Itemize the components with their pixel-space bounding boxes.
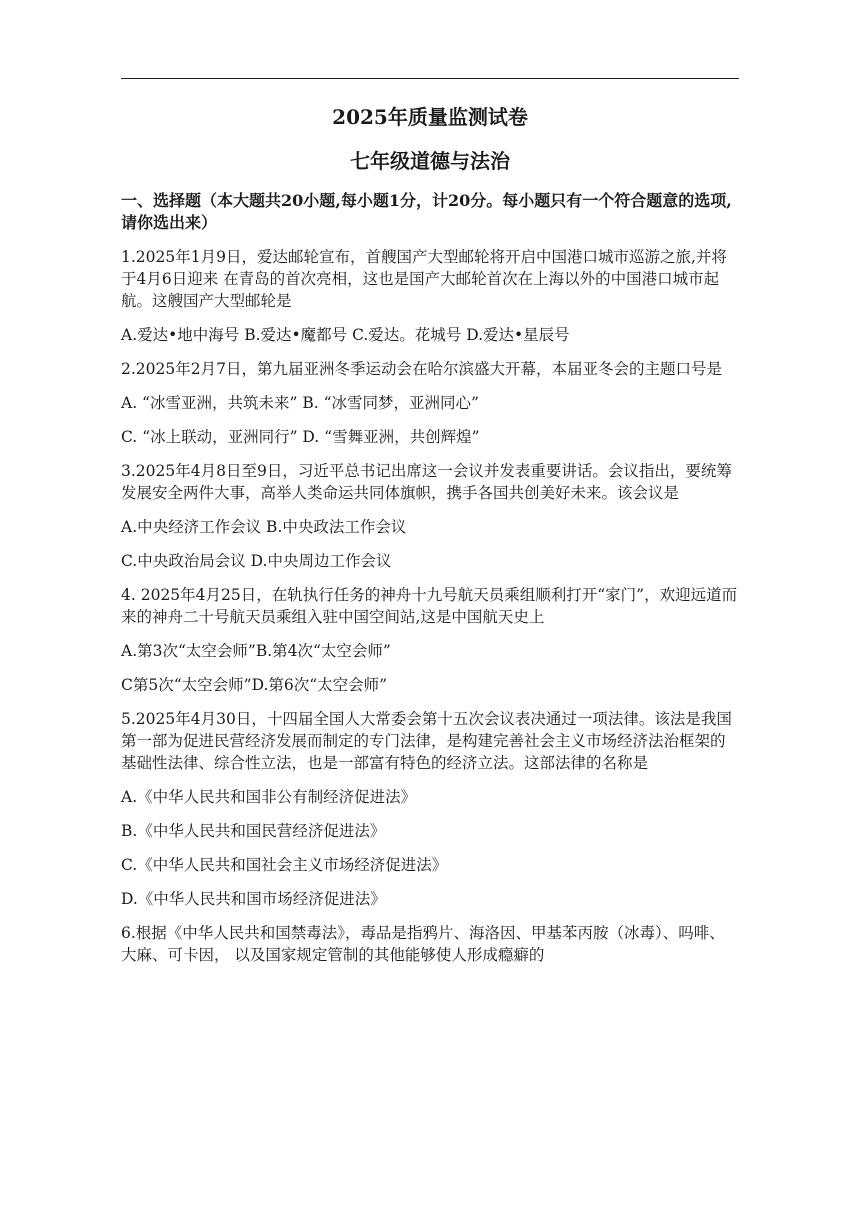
- question-3-options-ab: A.中央经济工作会议 B.中央政法工作会议: [121, 518, 407, 536]
- exam-subtitle: 七年级道德与法治: [350, 149, 510, 173]
- question-2-options-ab: A. “冰雪亚洲，共筑未来” B. “冰雪同梦，亚洲同心”: [121, 394, 479, 412]
- question-4-options-cd: C第5次“太空会师”D.第6次“太空会师”: [121, 676, 388, 694]
- question-6-stem: 6.根据《中华人民共和国禁毒法》，毒品是指鸦片、海洛因、甲基苯丙胺（冰毒）、吗啡、大麻、可卡因， 以及国家规定管制的其他能够使人形成瘾癖的: [121, 924, 725, 964]
- question-2-options-cd: C. “冰上联动，亚洲同行” D. “雪舞亚洲，共创辉煌”: [121, 428, 480, 446]
- question-5-option-d: D.《中华人民共和国市场经济促进法》: [121, 890, 386, 908]
- question-3-stem: 3.2025年4月8日至9日，习近平总书记出席这一会议并发表重要讲话。会议指出，要统筹发展安全两件大事，高举人类命运共同体旗帜，携手各国共创美好未来。该会议是: [121, 462, 732, 502]
- exam-content: [121, 98, 739, 966]
- question-5-option-c: C.《中华人民共和国社会主义市场经济促进法》: [121, 856, 448, 874]
- question-4-stem: 4. 2025年4月25日，在轨执行任务的神舟十九号航天员乘组顺利打开“家门”，欢迎远道而来的神舟二十号航天员乘组入驻中国空间站,这是中国航天史上: [121, 586, 738, 626]
- question-5-stem: 5.2025年4月30日，十四届全国人大常委会第十五次会议表决通过一项法律。该法是我国第一部为促进民营经济发展而制定的专门法律，是构建完善社会主义市场经济法治框架的基础性法律、综合性立法，也是一部富有特色的经济立法。这部法律的名称是: [121, 710, 732, 772]
- question-4-options-ab: A.第3次“太空会师”B.第4次“太空会师”: [121, 642, 391, 660]
- question-1-options: A.爱达•地中海号 B.爱达•魔都号 C.爱达。花城号 D.爱达•星辰号: [121, 326, 570, 344]
- question-3-options-cd: C.中央政治局会议 D.中央周边工作会议: [121, 552, 392, 570]
- section-heading: 一、选择题（本大题共20小题,每小题1分，计20分。每小题只有一个符合题意的选项,请你选出来）: [121, 191, 732, 232]
- question-2-stem: 2.2025年2月7日，第九届亚洲冬季运动会在哈尔滨盛大开幕，本届亚冬会的主题口号是: [121, 360, 722, 378]
- exam-title: 2025年质量监测试卷: [332, 105, 528, 129]
- question-5-option-a: A.《中华人民共和国非公有制经济促进法》: [121, 788, 417, 806]
- question-1-stem: 1.2025年1月9日，爱达邮轮宣布，首艘国产大型邮轮将开启中国港口城市巡游之旅,并将于4月6日迎来 在青岛的首次亮相，这也是国产大邮轮首次在上海以外的中国港口城市起航。这艘国产大型邮轮是: [121, 248, 727, 310]
- header-rule: [121, 78, 739, 79]
- question-5-option-b: B.《中华人民共和国民营经济促进法》: [121, 822, 386, 840]
